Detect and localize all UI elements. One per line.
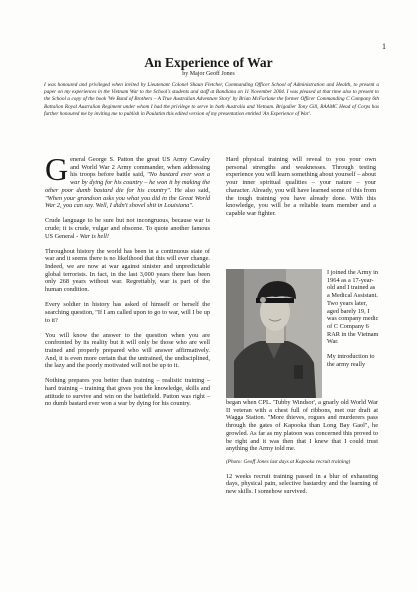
paragraph-3: Throughout history the world has been in a continuous state of war and it seems there is no likelihood that this will ever change. Indeed, we are now at war against sinister and unpredictable global terrorists. In fact, in the last 3,000 years there has been only 268 years without war. Regrettably, war is part of the human condition. [45, 247, 210, 294]
patton-quote-1: "No bastard ever won a war by dying for his country – he won it by making the other poor dumb bastard die for his country". [45, 171, 211, 194]
paragraph-1 [45, 151, 211, 210]
left-column [45, 151, 211, 415]
intro-paragraph: I was honoured and privileged when invited by Lieutenant Colonel Shaun Fletcher, Commanding Officer School of Administration and Health, to present a paper on my experiences in the Vietnam War to the School's students and staff at Bandiana on 11 November 2004. I was pleased at that time also to present to the School a copy of the book 'We Band of Brothers – A True Australian Adventure Story' by Brian McFarlane the former Officer Commanding C Company 6th Battalion Royal Australian Regiment under whom I had the privilege to serve in both Australia and Vietnam. Brigadier Tony Gill, RAAMC Head of Corps has further honoured me by inviting me to publish in Paulatim this edited version of my presentation entitled 'An Experience of War'. [44, 82, 379, 117]
paragraph-6: Nothing prepares you better than training – realistic training – hard training – training that gives you the knowledge, skills and attitude to survive and win on the battlefield. Patton was right – no dumb bastard ever won a war by dying for his country. [45, 377, 210, 408]
soldier-portrait-image [226, 269, 322, 398]
last-paragraph: 12 weeks recruit training passed in a blur of exhausting days, physical pain, selective bastardry and the learning of new skills. I somehow survived. [226, 472, 378, 496]
paragraph-1-text: eneral George S. Patton the great US Army Cavalry and World War 2 Army commander, when addressing his troops before battle said, [70, 156, 210, 179]
right-column [226, 156, 376, 225]
paragraph-2 [45, 217, 210, 240]
page-number: 1 [382, 42, 386, 51]
right-paragraph-1: Hard physical training will reveal to you your own personal strengths and weaknesses. Through testing experience you will learn something about yourself – about your inner spiritual qualities – your nature – your character. Already, you will have learned some of this from the tough training you have already done. With this knowledge, you will be a reliable team member and a capable war fighter. [226, 156, 376, 217]
below-photo-paragraph: began when CPL. 'Tubby Windsor', a gnarly old World War II veteran with a chest full of ribbons, met our draft at Wagga Station. "More thieves, rogues and murderers pass through the gates of Kapooka than Long Bay Gaol", he growled. As far as my platoon was concerned this proved to be right and it was then that I knew that I could trust anything the Army told me. [226, 399, 378, 453]
page-title: An Experience of War [144, 55, 273, 70]
side-paragraph-2: My introduction to the army really [327, 353, 375, 368]
byline: by Major Geoff Jones [182, 71, 235, 77]
soldier-photo [226, 269, 322, 398]
below-photo-text [226, 399, 378, 502]
photo-side-text [327, 269, 379, 368]
side-paragraph-1: I joined the Army in 1964 as a 17-year-old and I trained as a Medical Assistant. Two years later, aged barely 19, I was company medic of C Company 6 RAR in the Vietnam War. [327, 269, 379, 346]
war-is-hell-quote: War is hell! [79, 232, 109, 240]
paragraph-1-mid: He also said, [171, 186, 210, 194]
drop-cap: G [45, 151, 69, 187]
paragraph-5: You will know the answer to the question when you are confronted by its reality but it will only be those who are well trained and properly prepared who will answer affirmatively. And, it is even more certain that the untrained, the undisciplined, the lazy and the poorly motivated will not be up to it. [45, 331, 210, 370]
paragraph-2-text: Crude language to be sure but not incongruous, because war is crude; it is crude, vulgar and obscene. To quote another famous US General - [45, 217, 210, 240]
photo-caption: (Photo: Geoff Jones last days at Kapooka recruit training) [226, 458, 351, 465]
patton-quote-2: "When your grandson asks you what you did in the Great World War 2, you can say. Well, I didn't shovel shit in Louisiana". [45, 194, 210, 210]
paragraph-4: Every soldier in history has asked of himself or herself the searching question, "If I am called upon to go to war, will I be up to it? [45, 301, 210, 324]
